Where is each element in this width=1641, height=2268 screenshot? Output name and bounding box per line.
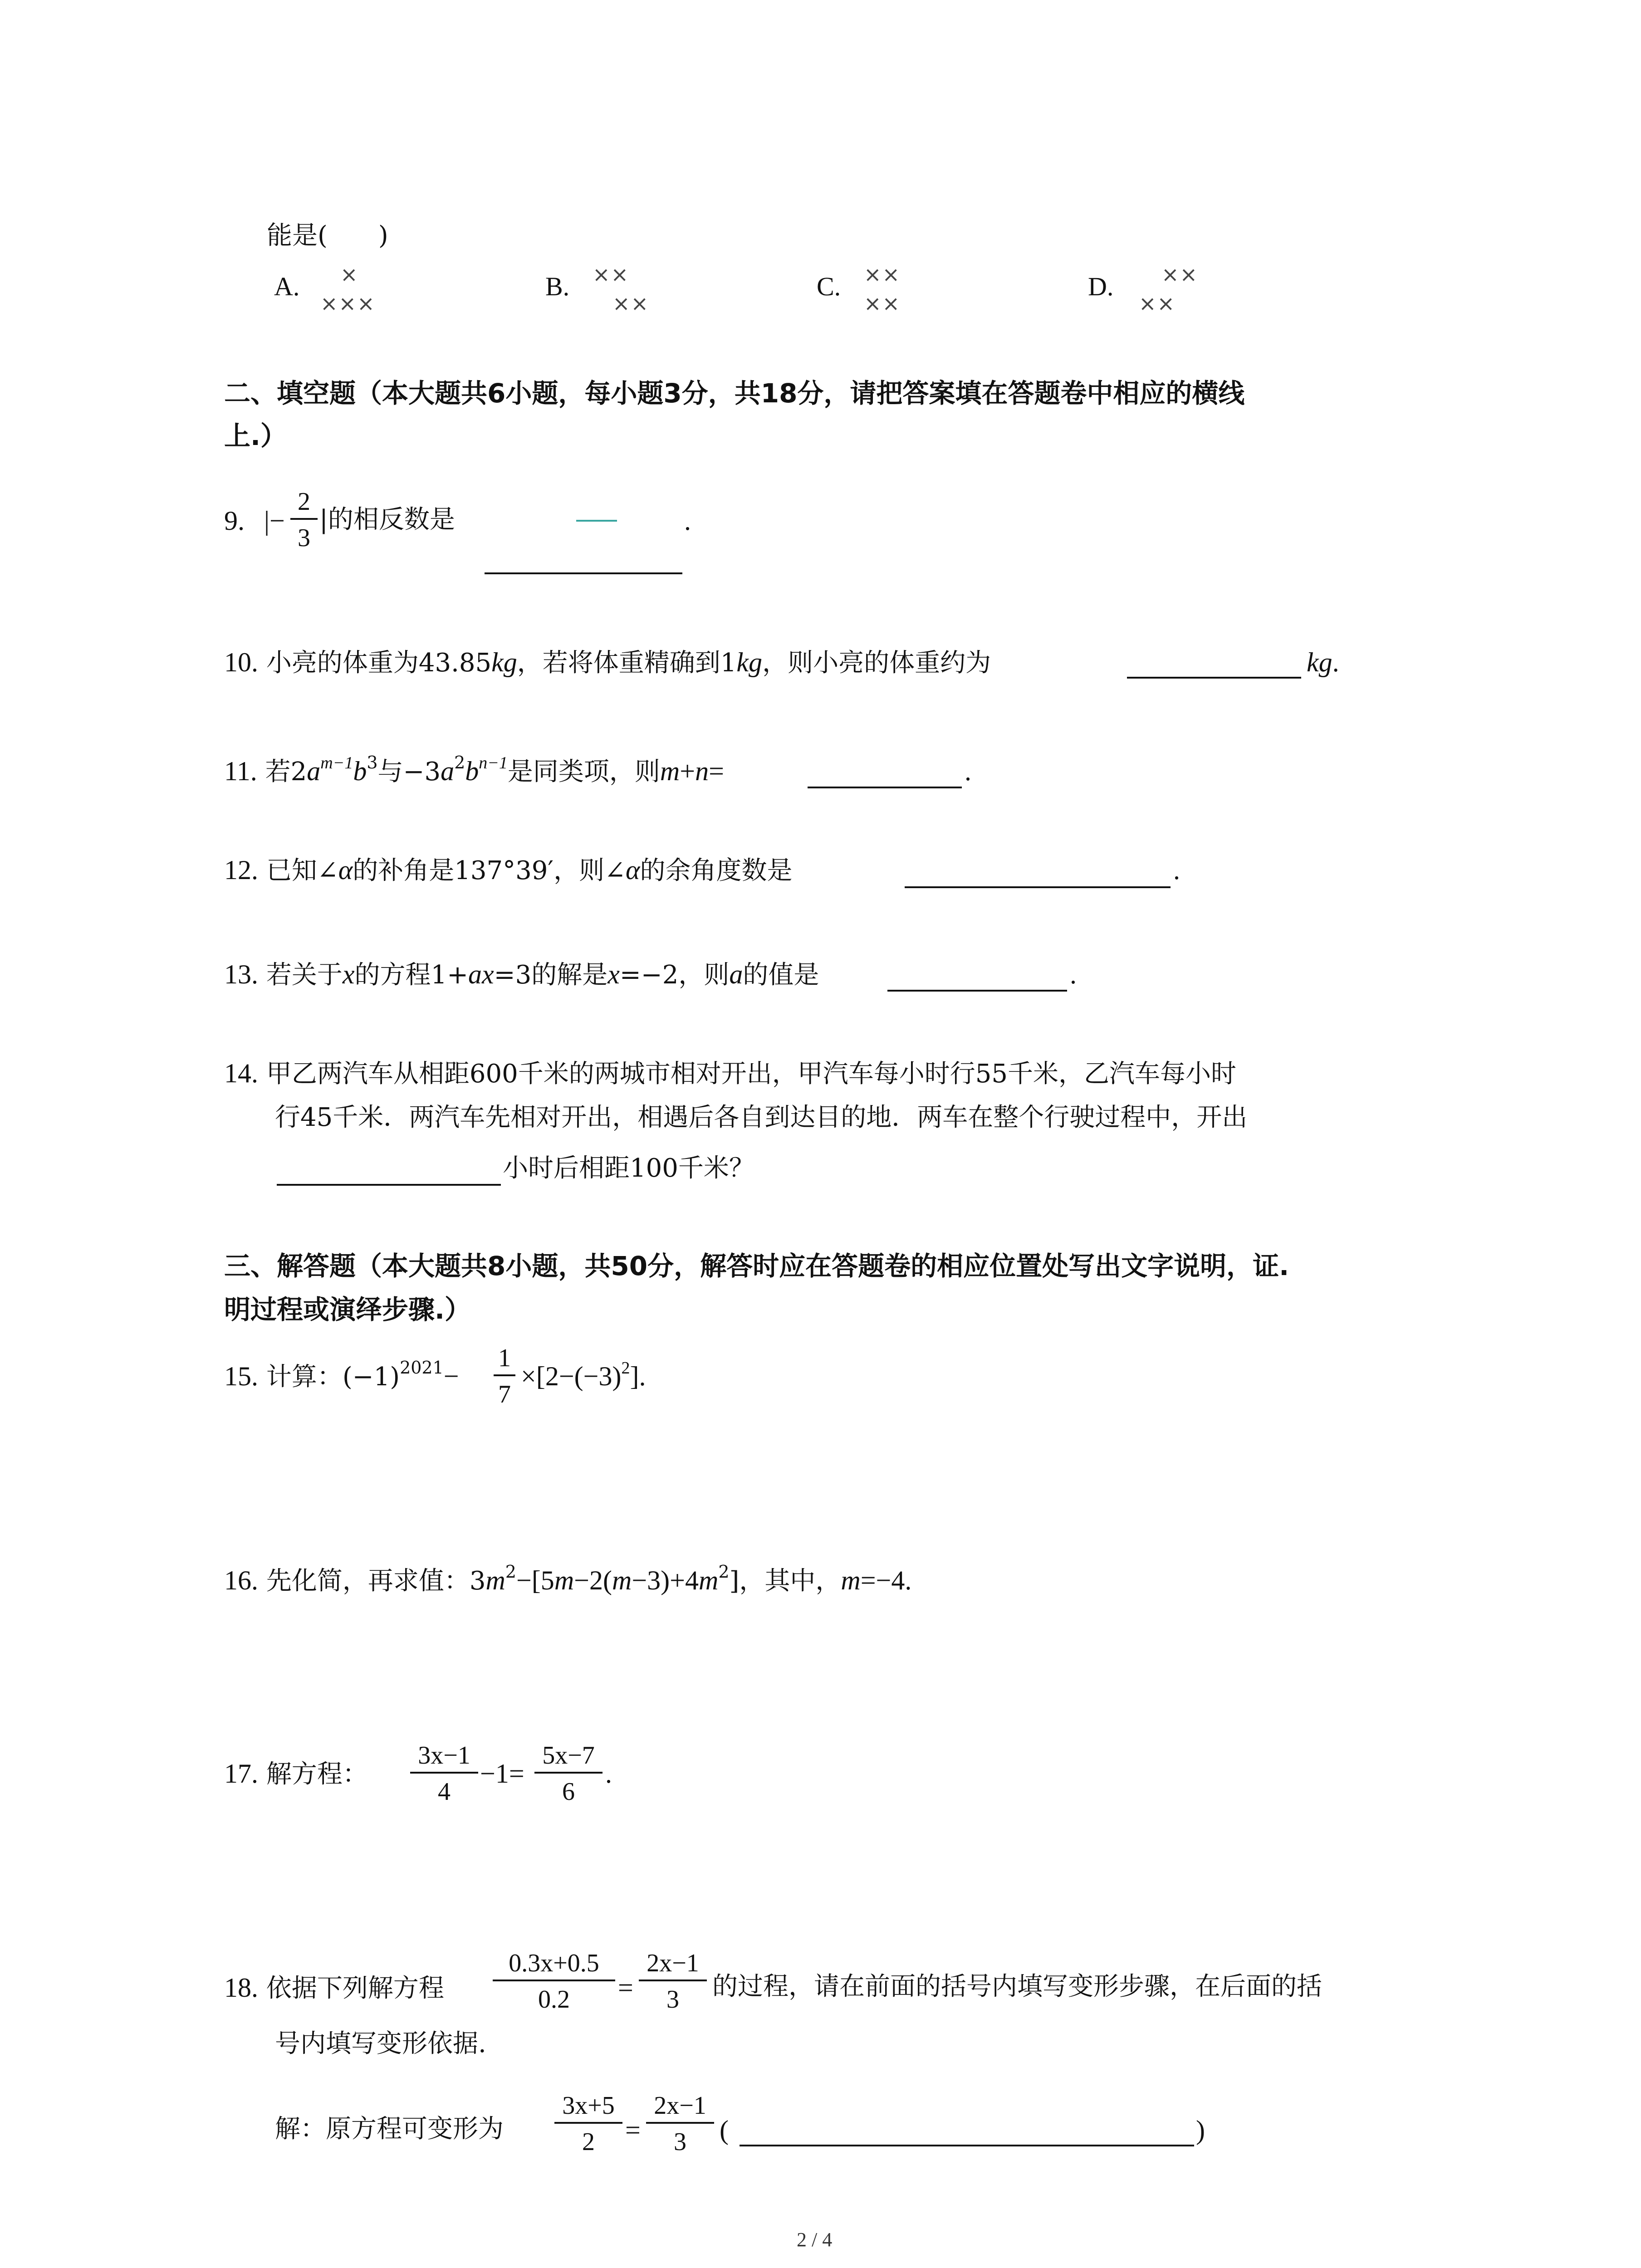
option-a-figure-bottom: ××× <box>320 291 376 316</box>
q18-number: 18. <box>224 1973 258 2003</box>
q15-number: 15. <box>224 1361 258 1391</box>
q12-t3: 的余角度数是 <box>640 856 793 885</box>
q17-f1-den: 4 <box>438 1778 451 1806</box>
q11-var-a2: a <box>441 756 455 786</box>
q13-line <box>224 961 819 988</box>
q13-x2: x <box>607 959 620 989</box>
q9-abs-open: |− <box>264 506 285 536</box>
q13-t2: 的方程1+ <box>354 960 469 990</box>
q15-fraction <box>494 1345 515 1407</box>
q17-f1-num: 3x−1 <box>418 1741 470 1769</box>
option-c-figure-top: ×× <box>864 262 901 287</box>
q16-line <box>224 1562 912 1596</box>
q17-t1: 解方程： <box>266 1760 368 1789</box>
q17-end: . <box>605 1759 612 1789</box>
q13-t5: 的值是 <box>743 960 819 990</box>
q9-teal-mark <box>576 520 617 522</box>
q18-t1: 依据下列解方程 <box>266 1974 444 2003</box>
q18-fraction-2 <box>639 1950 707 2012</box>
q10-text1: 小亮的体重为43.85 <box>266 648 492 678</box>
q17-line-a <box>224 1760 368 1787</box>
q17-number: 17. <box>224 1759 258 1789</box>
q11-line <box>224 753 724 787</box>
option-b-label: B. <box>545 272 570 301</box>
q13-t4: =−2，则 <box>619 960 730 990</box>
q10-unit3: kg <box>1307 647 1332 677</box>
q18-fraction-4 <box>646 2093 714 2155</box>
q18-fraction-1 <box>493 1950 615 2012</box>
q10-text2: ，若将体重精确到1 <box>517 648 737 678</box>
q18-paren-close: ) <box>1196 2115 1205 2145</box>
option-c-figure-bottom: ×× <box>864 291 901 316</box>
section3-heading-line1: 三、解答题（本大题共8小题，共50分，解答时应在答题卷的相应位置处写出文字说明，证. <box>224 1251 1289 1281</box>
q9-text: |的相反数是 <box>319 505 455 534</box>
q12-end: . <box>1173 855 1180 885</box>
q10-answer-blank[interactable] <box>1127 677 1301 679</box>
q16-exp2: 2 <box>718 1562 730 1582</box>
q14-number: 14. <box>224 1058 258 1088</box>
q12-t2: 的补角是137°39′，则∠ <box>353 856 626 885</box>
q9-frac-num: 2 <box>298 488 310 516</box>
q16-exp1: 2 <box>505 1562 516 1582</box>
q18-f3-den: 2 <box>582 2128 595 2156</box>
option-c-label: C. <box>817 272 841 301</box>
q11-exp1: m−1 <box>320 753 353 772</box>
q15-line-b <box>521 1359 646 1391</box>
q12-answer-blank[interactable] <box>905 886 1171 888</box>
q12-alpha: α <box>338 855 353 885</box>
q16-t5: ]，其中， <box>729 1566 841 1596</box>
q16-t6: =−4. <box>860 1565 912 1595</box>
q16-m4: m <box>698 1565 719 1595</box>
q9-frac-den: 3 <box>298 524 310 552</box>
q9-end: . <box>684 506 691 536</box>
q16-t3: −2( <box>574 1565 612 1595</box>
q15-t3: ×[2−(−3) <box>521 1361 622 1391</box>
page-number: 2 / 4 <box>797 2229 833 2251</box>
q15-t1: 计算：(−1) <box>266 1362 400 1392</box>
q10-tail <box>1307 649 1339 676</box>
q14-text1: 甲乙两汽车从相距600千米的两城市相对开出，甲汽车每小时行55千米，乙汽车每小时 <box>266 1059 1236 1089</box>
q10-end: . <box>1332 647 1339 677</box>
q11-t2: 与−3 <box>377 757 441 787</box>
q10-line <box>224 649 991 676</box>
q17-fraction-left <box>410 1743 478 1804</box>
q18-paren-open: ( <box>720 2115 729 2145</box>
q11-t1: 若2 <box>265 757 307 787</box>
q17-f2-num: 5x−7 <box>542 1741 595 1769</box>
q18-eq2: = <box>625 2115 641 2145</box>
q13-end: . <box>1070 959 1077 989</box>
option-b-figure-top: ×× <box>593 262 630 287</box>
q14-line3: 小时后相距100千米？ <box>503 1154 754 1183</box>
q18-t2: 的过程，请在前面的括号内填写变形步骤，在后面的括 <box>712 1972 1322 2001</box>
q8-tail: 能是( ) <box>267 221 388 250</box>
option-a-figure-top: × <box>340 262 359 287</box>
option-a-label: A. <box>274 272 300 301</box>
q13-number: 13. <box>224 959 258 989</box>
q11-number: 11. <box>224 756 257 786</box>
q15-frac-den: 7 <box>498 1380 511 1408</box>
q16-t2: −[5 <box>516 1565 554 1595</box>
q18-f2-num: 2x−1 <box>647 1949 699 1977</box>
q18-line2: 号内填写变形依据. <box>275 2029 486 2058</box>
q12-t1: 已知∠ <box>266 856 338 885</box>
q11-var-n: n <box>695 756 709 786</box>
q17-f2-den: 6 <box>562 1778 575 1806</box>
q15-t2: − <box>443 1361 459 1391</box>
q16-m3: m <box>612 1565 632 1595</box>
q9-fraction <box>290 489 318 551</box>
section2-heading-line2: 上.） <box>224 420 287 451</box>
q16-number: 16. <box>224 1565 258 1595</box>
q15-line-a <box>224 1358 459 1392</box>
q11-exp4: n−1 <box>479 753 508 772</box>
q11-t3: 是同类项，则 <box>507 757 660 787</box>
option-d-label: D. <box>1088 272 1114 301</box>
q11-end: . <box>965 756 971 786</box>
q13-a: a <box>729 959 743 989</box>
q16-m2: m <box>554 1565 574 1595</box>
q9-answer-blank[interactable] <box>485 572 682 574</box>
q10-unit2: kg <box>736 647 763 677</box>
q10-unit1: kg <box>491 647 517 677</box>
q18-f1-num: 0.3x+0.5 <box>509 1949 599 1977</box>
q11-plus: + <box>680 756 696 786</box>
q15-t4: ]. <box>630 1361 646 1391</box>
q15-exp2: 2 <box>621 1359 630 1378</box>
q11-exp2: 3 <box>367 753 378 772</box>
q13-answer-blank[interactable] <box>887 990 1067 992</box>
q18-f4-den: 3 <box>674 2128 686 2156</box>
q14-answer-blank[interactable] <box>277 1184 501 1186</box>
option-d-figure-bottom: ×× <box>1139 291 1176 316</box>
section3-heading-line2: 明过程或演绎步骤.） <box>224 1294 471 1325</box>
q15-frac-num: 1 <box>498 1344 511 1372</box>
q14-line2: 行45千米．两汽车先相对开出，相遇后各自到达目的地．两车在整个行驶过程中，开出 <box>275 1103 1248 1132</box>
q17-mid: −1= <box>480 1759 524 1789</box>
q16-t4: −3)+4 <box>632 1565 699 1595</box>
q13-ax: ax <box>468 959 494 989</box>
q13-t1: 若关于 <box>266 960 343 990</box>
q18-f3-num: 3x+5 <box>562 2092 615 2120</box>
q18-eq: = <box>618 1973 633 2003</box>
option-b-figure-bottom: ×× <box>612 291 650 316</box>
q14-line1 <box>224 1060 1236 1087</box>
q11-eq: = <box>709 756 724 786</box>
q12-number: 12. <box>224 855 258 885</box>
q16-m1: m <box>485 1565 505 1595</box>
q18-fraction-3 <box>554 2093 622 2155</box>
q10-text3: ，则小亮的体重约为 <box>762 648 991 678</box>
q9-number: 9. <box>224 506 245 536</box>
q11-var-m: m <box>660 756 680 786</box>
option-d-figure-top: ×× <box>1161 262 1199 287</box>
q18-f2-den: 3 <box>666 1985 679 2014</box>
q11-answer-blank[interactable] <box>808 787 962 788</box>
q18-f4-num: 2x−1 <box>654 2092 706 2120</box>
section2-heading-line1: 二、填空题（本大题共6小题，每小题3分，共18分，请把答案填在答题卷中相应的横线 <box>224 378 1245 409</box>
q11-var-a: a <box>307 756 321 786</box>
q18-solution-prefix: 解：原方程可变形为 <box>275 2114 504 2144</box>
q12-alpha2: α <box>626 855 640 885</box>
q13-t3: =3的解是 <box>494 960 608 990</box>
q16-m5: m <box>841 1565 861 1595</box>
q11-var-b: b <box>353 756 367 786</box>
q11-var-b2: b <box>465 756 479 786</box>
q15-exp1: 2021 <box>400 1358 444 1378</box>
q11-exp3: 2 <box>454 753 465 772</box>
q16-t1: 先化简，再求值：3 <box>266 1566 486 1596</box>
q12-line <box>224 856 793 884</box>
q17-fraction-right <box>534 1743 603 1804</box>
q18-answer-blank[interactable] <box>740 2145 1194 2146</box>
q18-line1-a <box>224 1974 444 2001</box>
q18-f1-den: 0.2 <box>538 1985 570 2014</box>
q13-x: x <box>342 959 355 989</box>
q10-number: 10. <box>224 647 258 677</box>
